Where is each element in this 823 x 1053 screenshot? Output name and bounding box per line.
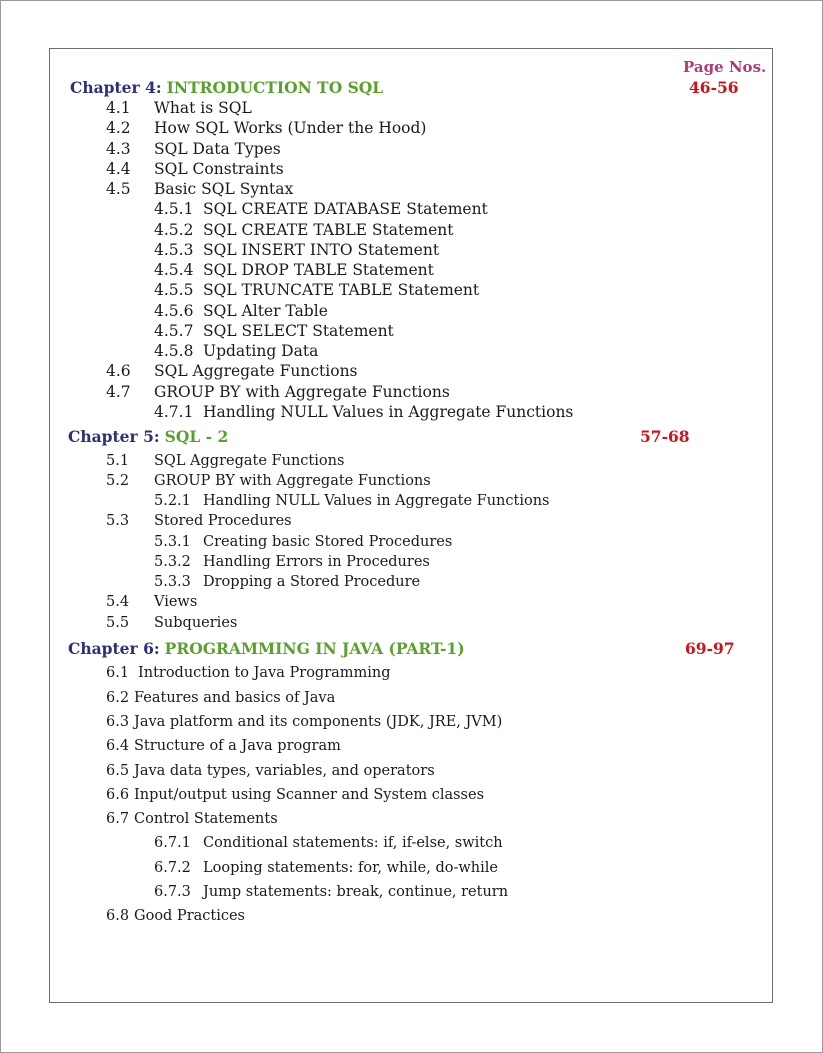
toc-subitem [154, 534, 452, 550]
item-number: 5.3.1 [154, 534, 191, 550]
item-text: Control Statements [134, 811, 278, 827]
item-text: Java data types, variables, and operators [134, 763, 435, 779]
item-number: 5.3.2 [154, 554, 191, 570]
item-text: How SQL Works (Under the Hood) [154, 119, 427, 137]
chapter-6-heading [68, 639, 465, 658]
toc-subitem [154, 403, 573, 421]
item-number: 6.6 [106, 787, 130, 803]
item-text: Structure of a Java program [134, 738, 341, 754]
item-text: SQL Data Types [154, 140, 281, 158]
item-text: Looping statements: for, while, do-while [203, 860, 498, 876]
toc-subitem [154, 281, 479, 299]
item-number: 4.5 [106, 180, 131, 198]
item-number: 4.5.3 [154, 241, 194, 259]
item-number: 5.5 [106, 615, 130, 631]
item-number: 6.7 [106, 811, 130, 827]
toc-subitem [154, 835, 503, 851]
toc-item [106, 738, 341, 754]
toc-item [106, 714, 502, 730]
item-text: SQL TRUNCATE TABLE Statement [203, 281, 480, 299]
item-number: 4.5.6 [154, 302, 194, 320]
chapter-5-pages: 57-68 [640, 427, 690, 446]
item-text: Conditional statements: if, if-else, switch [203, 835, 503, 851]
item-text: Basic SQL Syntax [154, 180, 294, 198]
toc-subitem [154, 884, 508, 900]
toc-subitem [154, 200, 488, 218]
item-text: Stored Procedures [154, 513, 292, 529]
item-text: Subqueries [154, 615, 238, 631]
item-text: What is SQL [154, 99, 252, 117]
toc-item [106, 99, 252, 117]
item-number: 6.7.2 [154, 860, 191, 876]
toc-item [106, 362, 358, 380]
item-number: 4.5.7 [154, 322, 194, 340]
item-number: 5.3 [106, 513, 130, 529]
toc-subitem [154, 574, 420, 590]
item-text: Dropping a Stored Procedure [203, 574, 421, 590]
item-number: 4.5.2 [154, 221, 194, 239]
item-number: 6.8 [106, 908, 130, 924]
item-text: SQL Alter Table [203, 302, 328, 320]
toc-subitem [154, 221, 454, 239]
item-text: Updating Data [203, 342, 319, 360]
item-number: 4.3 [106, 140, 131, 158]
item-text: SQL DROP TABLE Statement [203, 261, 434, 279]
toc-subitem [154, 322, 394, 340]
toc-item [106, 811, 278, 827]
item-text: SQL CREATE DATABASE Statement [203, 200, 488, 218]
chapter-title: SQL - 2 [164, 427, 229, 446]
item-number: 4.5.1 [154, 200, 194, 218]
item-text: Jump statements: break, continue, return [203, 884, 509, 900]
chapter-label: Chapter 4: [70, 78, 162, 97]
item-text: SQL Aggregate Functions [154, 453, 345, 469]
chapter-label: Chapter 5: [68, 427, 160, 446]
item-number: 4.2 [106, 119, 131, 137]
toc-item [106, 119, 426, 137]
toc-subitem [154, 342, 318, 360]
item-text: Creating basic Stored Procedures [203, 534, 453, 550]
toc-item [106, 160, 284, 178]
item-text: Good Practices [134, 908, 245, 924]
toc-item [106, 473, 431, 489]
chapter-4-heading [70, 78, 383, 97]
toc-subitem [154, 493, 550, 509]
item-text: Java platform and its components (JDK, JRE, JVM) [134, 714, 503, 730]
chapter-4-pages: 46-56 [689, 78, 739, 97]
item-number: 4.7.1 [154, 403, 194, 421]
toc-item [106, 763, 435, 779]
item-number: 4.7 [106, 383, 131, 401]
item-text: Features and basics of Java [134, 690, 336, 706]
item-number: 5.2.1 [154, 493, 191, 509]
page-nos-header: Page Nos. [683, 58, 767, 76]
toc-item [106, 615, 237, 631]
item-number: 6.7.3 [154, 884, 191, 900]
toc-item [106, 690, 335, 706]
item-text: GROUP BY with Aggregate Functions [154, 473, 431, 489]
item-number: 4.6 [106, 362, 131, 380]
item-number: 6.3 [106, 714, 130, 730]
chapter-6-pages: 69-97 [685, 639, 735, 658]
item-number: 5.1 [106, 453, 130, 469]
item-text: Introduction to Java Programming [138, 665, 391, 681]
item-number: 6.7.1 [154, 835, 191, 851]
toc-item [106, 453, 344, 469]
toc-item [106, 594, 197, 610]
toc-subitem [154, 302, 328, 320]
toc-subitem [154, 860, 498, 876]
toc-item [106, 513, 292, 529]
toc-item [106, 140, 281, 158]
toc-item [106, 180, 293, 198]
toc-item [106, 908, 245, 924]
item-number: 6.2 [106, 690, 130, 706]
item-text: Views [154, 594, 198, 610]
item-text: SQL CREATE TABLE Statement [203, 221, 454, 239]
item-number: 5.2 [106, 473, 130, 489]
item-number: 4.5.8 [154, 342, 194, 360]
item-number: 4.5.4 [154, 261, 194, 279]
chapter-title: PROGRAMMING IN JAVA (PART-1) [164, 639, 465, 658]
item-text: SQL INSERT INTO Statement [203, 241, 440, 259]
item-number: 4.5.5 [154, 281, 194, 299]
toc-subitem [154, 554, 430, 570]
chapter-label: Chapter 6: [68, 639, 160, 658]
item-text: GROUP BY with Aggregate Functions [154, 383, 450, 401]
toc-item [106, 383, 450, 401]
toc-subitem [154, 261, 434, 279]
toc-item [106, 787, 484, 803]
item-number: 6.5 [106, 763, 130, 779]
item-text: SQL Constraints [154, 160, 284, 178]
item-text: Handling NULL Values in Aggregate Functions [203, 403, 574, 421]
item-number: 4.4 [106, 160, 131, 178]
item-number: 6.4 [106, 738, 130, 754]
chapter-5-heading [68, 427, 228, 446]
item-number: 5.4 [106, 594, 130, 610]
item-text: Input/output using Scanner and System classes [134, 787, 485, 803]
item-number: 5.3.3 [154, 574, 191, 590]
item-text: SQL SELECT Statement [203, 322, 394, 340]
item-number: 6.1 [106, 665, 130, 681]
toc-subitem [154, 241, 439, 259]
item-number: 4.1 [106, 99, 131, 117]
toc-item [106, 665, 391, 681]
item-text: SQL Aggregate Functions [154, 362, 358, 380]
item-text: Handling NULL Values in Aggregate Functions [203, 493, 550, 509]
item-text: Handling Errors in Procedures [203, 554, 430, 570]
chapter-title: INTRODUCTION TO SQL [166, 78, 384, 97]
